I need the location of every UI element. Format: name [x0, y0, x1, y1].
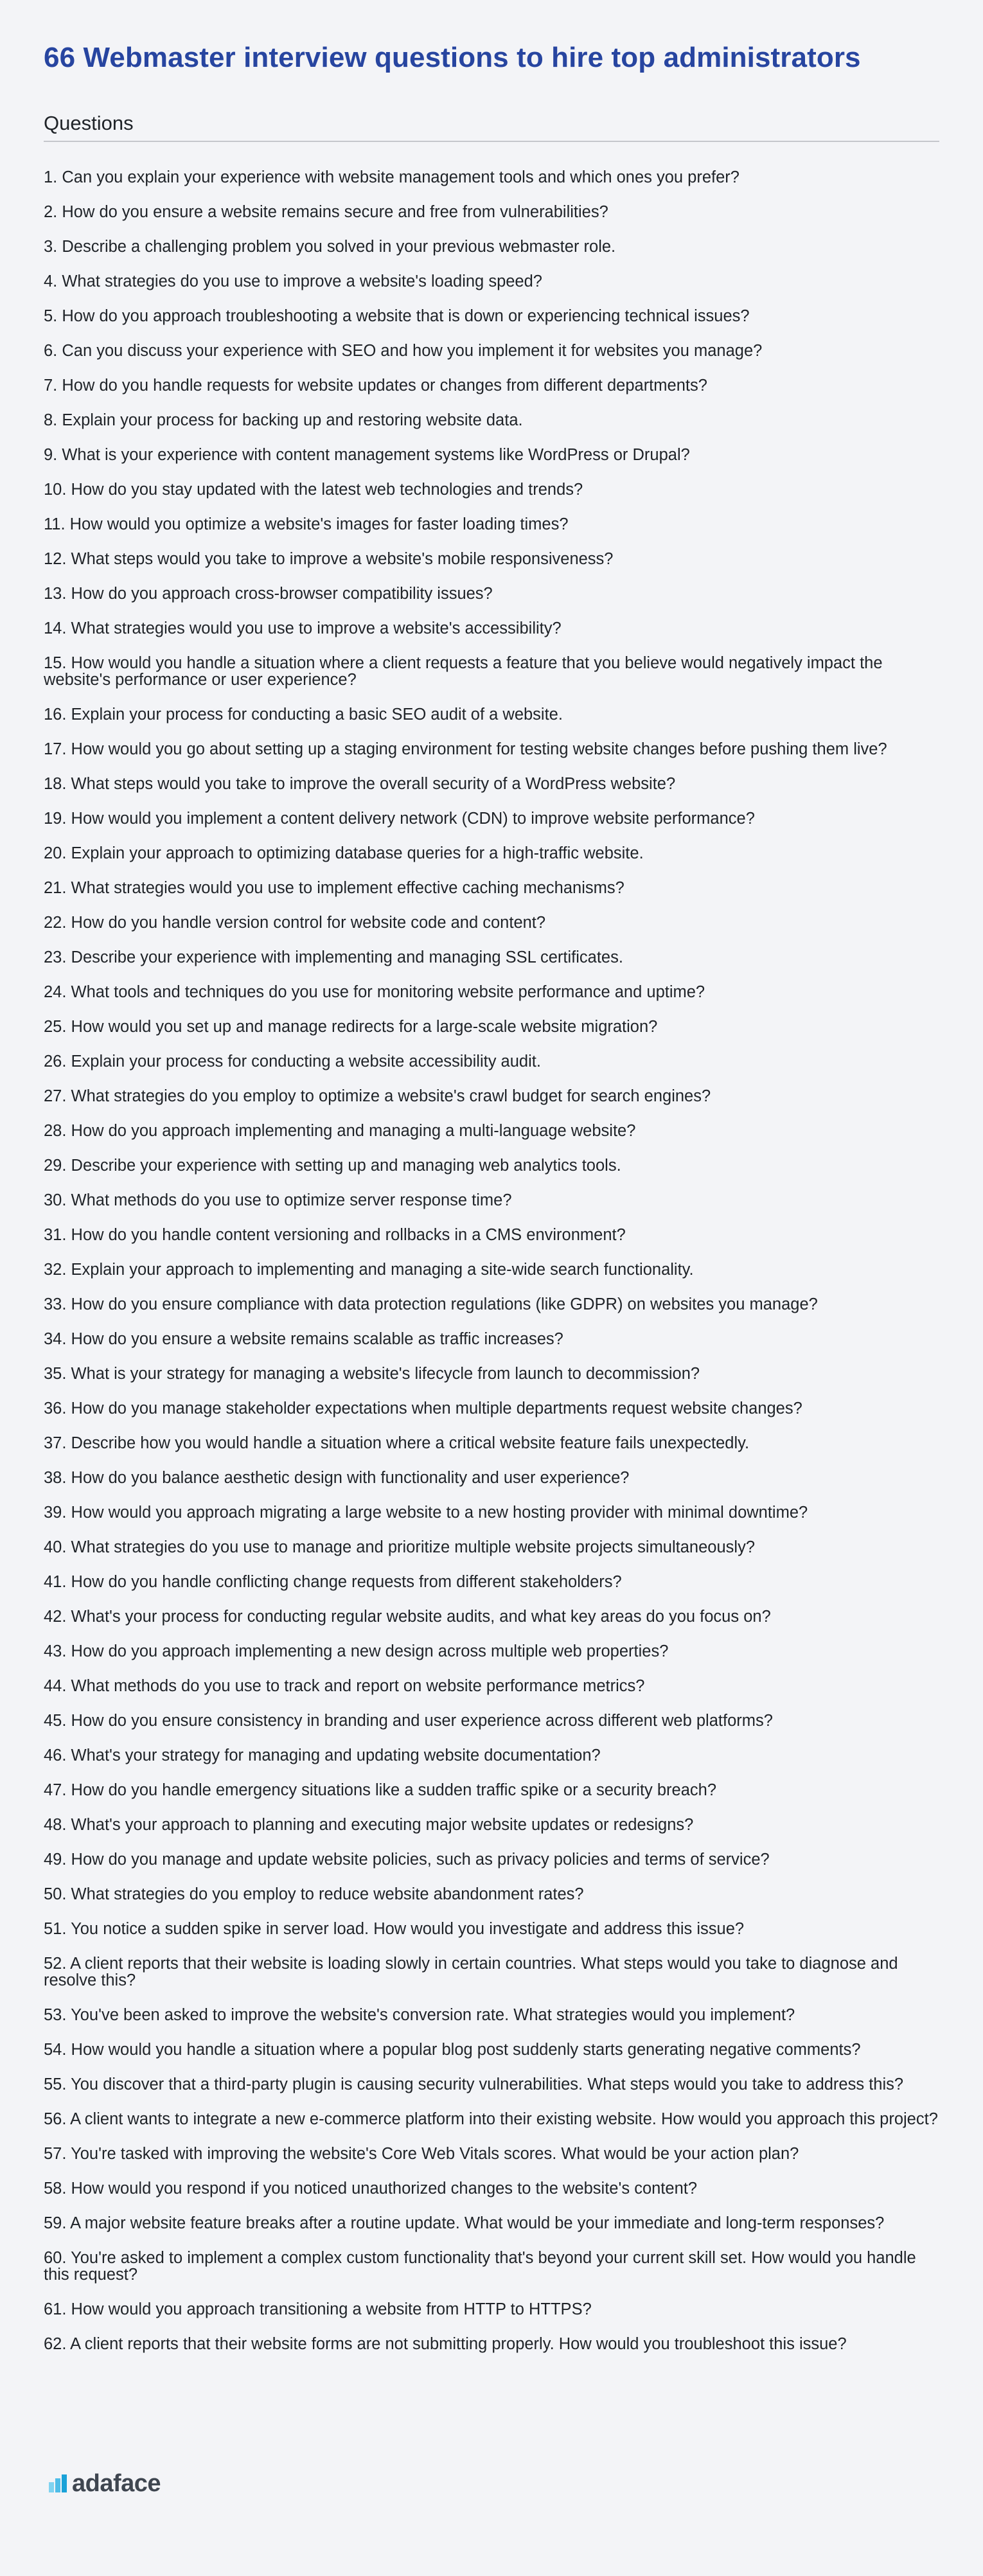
question-item: 23. Describe your experience with implementing and managing SSL certificates. [44, 948, 623, 966]
question-item: 22. How do you handle version control for website code and content? [44, 914, 546, 932]
adaface-logo-icon [49, 2474, 67, 2492]
question-item: 55. You discover that a third-party plugin is causing security vulnerabilities. What steps would you take to address this? [44, 2075, 904, 2093]
question-item: 27. What strategies do you employ to optimize a website's crawl budget for search engines? [44, 1087, 711, 1105]
question-item: 14. What strategies would you use to improve a website's accessibility? [44, 619, 562, 637]
question-item: 36. How do you manage stakeholder expectations when multiple departments request website changes? [44, 1399, 802, 1417]
question-item: 38. How do you balance aesthetic design with functionality and user experience? [44, 1469, 630, 1487]
question-item: 33. How do you ensure compliance with data protection regulations (like GDPR) on websites you manage? [44, 1295, 818, 1313]
question-item: 13. How do you approach cross-browser compatibility issues? [44, 585, 493, 603]
question-item: 59. A major website feature breaks after a routine update. What would be your immediate and long-term responses? [44, 2214, 885, 2232]
question-item: 45. How do you ensure consistency in branding and user experience across different web platforms? [44, 1712, 773, 1730]
question-item: 51. You notice a sudden spike in server load. How would you investigate and address this issue? [44, 1920, 745, 1938]
question-item: 42. What's your process for conducting regular website audits, and what key areas do you focus on? [44, 1608, 771, 1626]
question-item: 49. How do you manage and update website policies, such as privacy policies and terms of service? [44, 1851, 770, 1869]
question-item: 52. A client reports that their website is loading slowly in certain countries. What steps would you take to diagnose and resolve this? [44, 1955, 898, 1989]
question-item: 11. How would you optimize a website's images for faster loading times? [44, 515, 569, 533]
question-item: 2. How do you ensure a website remains secure and free from vulnerabilities? [44, 203, 608, 221]
question-item: 16. Explain your process for conducting a basic SEO audit of a website. [44, 706, 563, 724]
question-item: 4. What strategies do you use to improve a website's loading speed? [44, 272, 542, 290]
question-item: 25. How would you set up and manage redirects for a large-scale website migration? [44, 1018, 658, 1036]
question-item: 61. How would you approach transitioning a website from HTTP to HTTPS? [44, 2300, 592, 2318]
question-item: 24. What tools and techniques do you use for monitoring website performance and uptime? [44, 983, 705, 1001]
section-divider [44, 141, 939, 142]
question-item: 43. How do you approach implementing a new design across multiple web properties? [44, 1642, 669, 1660]
question-item: 57. You're tasked with improving the website's Core Web Vitals scores. What would be your action plan? [44, 2145, 799, 2163]
question-item: 21. What strategies would you use to implement effective caching mechanisms? [44, 879, 624, 897]
question-item: 39. How would you approach migrating a large website to a new hosting provider with minimal downtime? [44, 1504, 808, 1522]
question-item: 15. How would you handle a situation where a client requests a feature that you believe would negatively impact the website's performance or user experience? [44, 654, 883, 689]
question-item: 44. What methods do you use to track and report on website performance metrics? [44, 1677, 645, 1695]
question-item: 10. How do you stay updated with the latest web technologies and trends? [44, 481, 583, 499]
adaface-logo[interactable] [49, 2469, 161, 2498]
question-item: 19. How would you implement a content delivery network (CDN) to improve website performance? [44, 810, 755, 828]
logo-text: adaface [72, 2469, 161, 2497]
question-item: 47. How do you handle emergency situations like a sudden traffic spike or a security breach? [44, 1781, 717, 1799]
question-item: 46. What's your strategy for managing and updating website documentation? [44, 1746, 601, 1764]
question-item: 1. Can you explain your experience with website management tools and which ones you prefer? [44, 168, 739, 186]
question-item: 56. A client wants to integrate a new e-commerce platform into their existing website. How would you approach this project? [44, 2110, 938, 2128]
question-item: 41. How do you handle conflicting change requests from different stakeholders? [44, 1573, 622, 1591]
question-item: 28. How do you approach implementing and managing a multi-language website? [44, 1122, 636, 1140]
question-item: 62. A client reports that their website forms are not submitting properly. How would you troubleshoot this issue? [44, 2335, 847, 2353]
question-item: 54. How would you handle a situation where a popular blog post suddenly starts generating negative comments? [44, 2041, 861, 2059]
question-item: 35. What is your strategy for managing a website's lifecycle from launch to decommission? [44, 1365, 700, 1383]
question-item: 26. Explain your process for conducting a website accessibility audit. [44, 1053, 541, 1070]
section-heading: Questions [44, 112, 134, 134]
page-title: 66 Webmaster interview questions to hire top administrators [44, 42, 861, 73]
question-item: 9. What is your experience with content management systems like WordPress or Drupal? [44, 446, 690, 464]
question-item: 37. Describe how you would handle a situation where a critical website feature fails unexpectedly. [44, 1434, 750, 1452]
question-item: 58. How would you respond if you noticed unauthorized changes to the website's content? [44, 2180, 698, 2198]
question-item: 40. What strategies do you use to manage and prioritize multiple website projects simultaneously? [44, 1538, 755, 1556]
question-item: 7. How do you handle requests for website updates or changes from different departments? [44, 377, 707, 395]
question-item: 5. How do you approach troubleshooting a website that is down or experiencing technical issues? [44, 307, 750, 325]
question-item: 3. Describe a challenging problem you solved in your previous webmaster role. [44, 238, 616, 256]
question-item: 32. Explain your approach to implementing and managing a site-wide search functionality. [44, 1261, 694, 1279]
question-item: 8. Explain your process for backing up and restoring website data. [44, 411, 523, 429]
question-item: 48. What's your approach to planning and executing major website updates or redesigns? [44, 1816, 694, 1834]
question-item: 60. You're asked to implement a complex custom functionality that's beyond your current skill set. How would you handle this request? [44, 2249, 916, 2284]
question-item: 20. Explain your approach to optimizing database queries for a high-traffic website. [44, 844, 644, 862]
question-item: 31. How do you handle content versioning and rollbacks in a CMS environment? [44, 1226, 626, 1244]
question-item: 50. What strategies do you employ to reduce website abandonment rates? [44, 1885, 584, 1903]
question-item: 34. How do you ensure a website remains scalable as traffic increases? [44, 1330, 563, 1348]
question-item: 12. What steps would you take to improve a website's mobile responsiveness? [44, 550, 614, 568]
question-item: 6. Can you discuss your experience with SEO and how you implement it for websites you manage? [44, 342, 763, 360]
question-item: 30. What methods do you use to optimize server response time? [44, 1191, 512, 1209]
question-item: 29. Describe your experience with setting up and managing web analytics tools. [44, 1157, 621, 1175]
question-list [44, 161, 939, 2362]
question-item: 18. What steps would you take to improve the overall security of a WordPress website? [44, 775, 676, 793]
question-item: 53. You've been asked to improve the website's conversion rate. What strategies would you implement? [44, 2006, 795, 2024]
question-item: 17. How would you go about setting up a staging environment for testing website changes before pushing them live? [44, 740, 887, 758]
